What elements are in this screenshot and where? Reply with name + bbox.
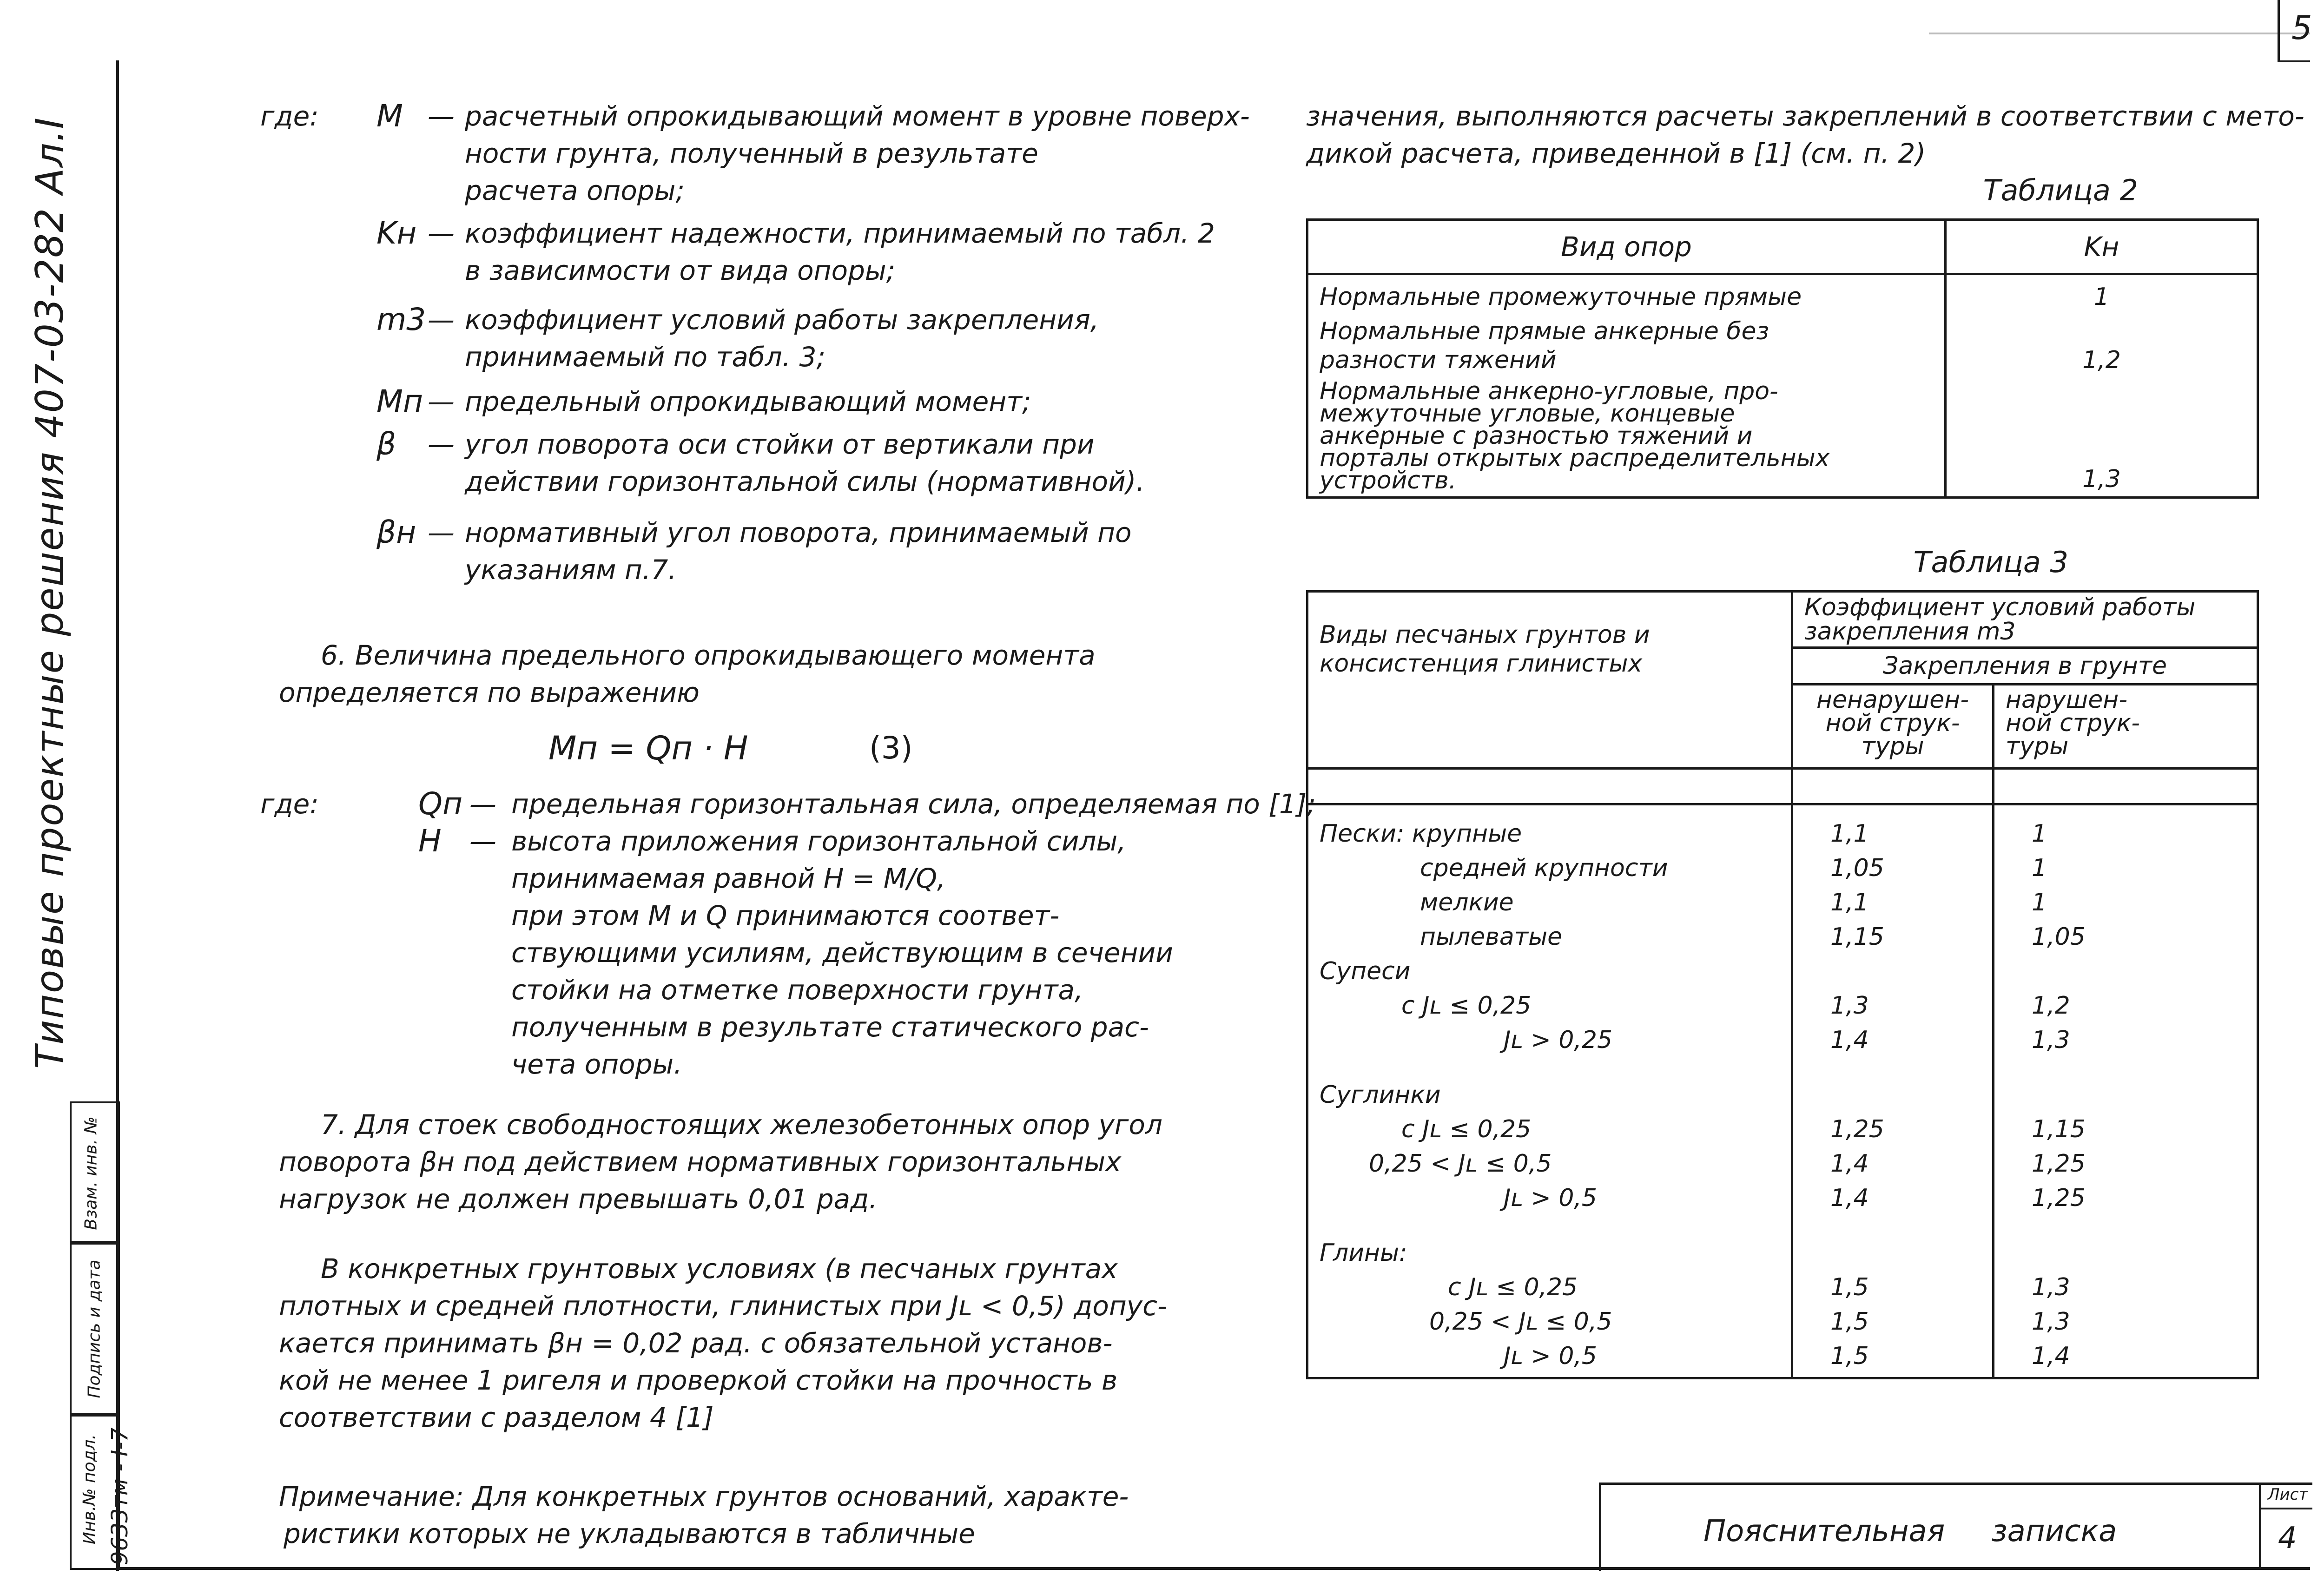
- t3-val-b: [1994, 954, 2258, 988]
- cell-line: разности тяжений: [1320, 346, 1557, 374]
- def-line: указаниям п.7.: [465, 554, 677, 586]
- sheet-label: Лист: [2268, 1485, 2308, 1504]
- table3-head-c1: [1792, 685, 1994, 769]
- table-row: [1307, 988, 2258, 1023]
- t3-val-b: 1,15: [1994, 1112, 2258, 1147]
- t3-val-b: 1: [1994, 804, 2258, 851]
- def-M: [367, 98, 1250, 209]
- cell-line: Нормальные прямые анкерные без: [1320, 317, 1769, 345]
- table-row: [1307, 274, 2258, 315]
- table-row: [1307, 804, 2258, 851]
- t3-val-a: 1,25: [1792, 1112, 1994, 1147]
- paragraph-7: [279, 1106, 1232, 1218]
- t3-val-b: 1,25: [1994, 1181, 2258, 1215]
- t3-val-b: 1,3: [1994, 1023, 2258, 1057]
- cont-line: дикой расчета, приведенной в [1] (см. п. 2): [1306, 138, 1926, 169]
- def-line: в зависимости от вида опоры;: [465, 255, 896, 286]
- paragraph-6: [279, 637, 1232, 711]
- t3-val-a: 1,5: [1792, 1270, 1994, 1305]
- formula-number: (3): [869, 730, 913, 766]
- frame-top-line: [1929, 33, 2310, 34]
- t3-val-b: 1,3: [1994, 1270, 2258, 1305]
- def-symbol: β: [376, 426, 396, 462]
- cell-line: ной струк-: [2006, 709, 2140, 737]
- table-row: [1307, 954, 2258, 988]
- cell-line: нарушен-: [2006, 686, 2127, 714]
- table-row: [1307, 1112, 2258, 1147]
- def-line: коэффициент надежности, принимаемый по табл. 2: [465, 217, 1215, 249]
- frame-corner-line: [2278, 0, 2280, 60]
- table3-caption: Таблица 3: [1913, 545, 2068, 579]
- where-label-2: где:: [260, 788, 319, 820]
- cell-line: Нормальные промежуточные прямые: [1320, 283, 1802, 311]
- table-3: [1306, 590, 2259, 1379]
- table-row: [1307, 1305, 2258, 1339]
- dash: —: [428, 217, 455, 249]
- para-line: В конкретных грунтовых условиях (в песчаных грунтах: [321, 1253, 1118, 1285]
- cell-line: Виды песчаных грунтов и: [1320, 621, 1650, 649]
- t3-val-a: [1792, 1057, 1994, 1112]
- def-symbol: βн: [376, 514, 416, 550]
- t3-val-a: [1792, 1215, 1994, 1270]
- stamp-signature-label: Подпись и дата: [85, 1259, 104, 1398]
- t3-val-a: 1,05: [1792, 851, 1994, 885]
- def-Kn: [367, 215, 1227, 289]
- table2-row-label: [1307, 377, 1946, 498]
- def-line: при этом M и Q принимаются соответ-: [511, 900, 1060, 931]
- para-line: нагрузок не должен превышать 0,01 рад.: [279, 1183, 878, 1215]
- dash: —: [428, 428, 455, 460]
- t3-val-a: 1,4: [1792, 1023, 1994, 1057]
- dash: —: [469, 788, 496, 820]
- def-symbol: H: [418, 823, 442, 859]
- t3-val-a: 1,15: [1792, 920, 1994, 954]
- title-block-sheet: [2259, 1483, 2312, 1568]
- spacer-cell: [1994, 769, 2258, 804]
- cell-line: порталы открытых распределительных: [1320, 444, 1830, 472]
- dash: —: [428, 386, 455, 417]
- def-H: [418, 823, 1232, 1083]
- definitions-block-2: [418, 785, 1316, 1083]
- paragraph-8: [279, 1250, 1232, 1436]
- t3-val-a: 1,5: [1792, 1339, 1994, 1378]
- stamp-replace-label: Взам. инв. №: [81, 1116, 101, 1230]
- para-line: определяется по выражению: [279, 677, 700, 708]
- t3-val-a: 1,1: [1792, 804, 1994, 851]
- t3-val-a: [1792, 954, 1994, 988]
- sheet-number: 4: [2278, 1521, 2297, 1555]
- table2-row-value: 1,3: [1946, 377, 2258, 498]
- definitions-block-1: [367, 98, 1250, 588]
- cell-line: Коэффициент условий работы: [1804, 593, 2196, 621]
- table2-row-label: [1307, 274, 1946, 315]
- sheet-divider: [2261, 1508, 2312, 1509]
- frame-corner-line-2: [2278, 60, 2310, 62]
- where-label-1: где:: [260, 100, 319, 132]
- title-block: [1599, 1483, 2312, 1571]
- para-line: плотных и средней плотности, глинистых при Jʟ < 0,5) допус-: [279, 1290, 1167, 1322]
- table-row: [1307, 1270, 2258, 1305]
- def-beta: [367, 426, 1227, 500]
- t3-label: 0,25 < Jʟ ≤ 0,5: [1307, 1147, 1792, 1181]
- def-symbol: Qп: [418, 786, 463, 822]
- cell-line: Нормальные анкерно-угловые, про-: [1320, 377, 1778, 405]
- cell-line: ненарушен-: [1816, 686, 1969, 714]
- table-row: [1307, 851, 2258, 885]
- t3-label: Jʟ > 0,25: [1307, 1023, 1792, 1057]
- table2-caption: Таблица 2: [1983, 173, 2138, 207]
- t3-label: Глины:: [1307, 1215, 1792, 1270]
- def-line: расчета опоры;: [465, 175, 685, 206]
- t3-val-a: 1,3: [1792, 988, 1994, 1023]
- def-line: высота приложения горизонтальной силы,: [511, 825, 1126, 857]
- t3-val-b: 1,05: [1994, 920, 2258, 954]
- cell-line: консистенция глинистых: [1320, 650, 1643, 678]
- note-line: ристики которых не укладываются в табличные: [284, 1518, 975, 1549]
- t3-label: с Jʟ ≤ 0,25: [1307, 1270, 1792, 1305]
- stamp-inventory-value-cell: [93, 1413, 139, 1566]
- def-symbol: M: [376, 98, 403, 134]
- cell-line: закрепления m3: [1804, 618, 2016, 646]
- table-row: [1307, 920, 2258, 954]
- def-line: предельный опрокидывающий момент;: [465, 386, 1031, 417]
- table3-head-mid: Закрепления в грунте: [1792, 648, 2258, 685]
- table3-head-top: [1792, 592, 2258, 648]
- def-line: предельная горизонтальная сила, определяемая по [1];: [511, 788, 1316, 820]
- table2-head-kn: Kн: [1946, 220, 2258, 274]
- def-symbol: m3: [376, 302, 426, 337]
- t3-val-b: 1,4: [1994, 1339, 2258, 1378]
- def-line: стойки на отметке поверхности грунта,: [511, 974, 1083, 1006]
- para-line: 7. Для стоек свободностоящих железобетонных опор угол: [321, 1109, 1162, 1140]
- table-row: [1307, 1339, 2258, 1378]
- t3-label: с Jʟ ≤ 0,25: [1307, 988, 1792, 1023]
- formula: Mп = Qп · H: [548, 729, 748, 767]
- table2-row-label: [1307, 314, 1946, 377]
- table-2: [1306, 218, 2259, 499]
- def-line: полученным в результате статического рас-: [511, 1011, 1149, 1043]
- table-row: [1307, 1181, 2258, 1215]
- def-Mn: [367, 383, 1227, 420]
- table3-head-left: [1307, 592, 1792, 769]
- cell-line: ной струк-: [1825, 709, 1960, 737]
- t3-val-b: 1: [1994, 885, 2258, 920]
- def-line: действии горизонтальной силы (нормативной).: [465, 466, 1145, 497]
- para-line: кой не менее 1 ригеля и проверкой стойки на прочность в: [279, 1364, 1118, 1396]
- def-line: ствующими усилиям, действующим в сечении: [511, 937, 1173, 969]
- def-beta-n: [367, 514, 1227, 588]
- table-row: [1307, 1023, 2258, 1057]
- para-line: поворота βн под действием нормативных горизонтальных: [279, 1146, 1122, 1178]
- cell-line: анкерные с разностью тяжений и: [1320, 422, 1753, 450]
- table3-header-row-1: [1307, 592, 2258, 648]
- cell-line: межуточные угловые, концевые: [1320, 400, 1735, 428]
- def-line: нормативный угол поворота, принимаемый по: [465, 517, 1132, 548]
- table2-header: [1307, 220, 2258, 274]
- def-m3: [367, 301, 1227, 376]
- stamp-signature: [70, 1241, 120, 1417]
- table-row: [1307, 377, 2258, 498]
- def-symbol: Mп: [376, 383, 423, 419]
- t3-val-a: 1,4: [1792, 1181, 1994, 1215]
- t3-label: 0,25 < Jʟ ≤ 0,5: [1307, 1305, 1792, 1339]
- para-line: соответствии с разделом 4 [1]: [279, 1402, 714, 1433]
- table2-row-value: 1,2: [1946, 314, 2258, 377]
- t3-val-b: 1,25: [1994, 1147, 2258, 1181]
- t3-label: Jʟ > 0,5: [1307, 1339, 1792, 1378]
- t3-label: Супеси: [1307, 954, 1792, 988]
- table3-spacer-row: [1307, 769, 2258, 804]
- t3-val-a: 1,1: [1792, 885, 1994, 920]
- def-symbol: Kн: [376, 215, 417, 251]
- note: [279, 1478, 1232, 1552]
- para-line: кается принимать βн = 0,02 рад. с обязательной установ-: [279, 1327, 1113, 1359]
- dash: —: [469, 825, 496, 857]
- cell-line: устройств.: [1320, 467, 1457, 494]
- t3-label: пылеватые: [1307, 920, 1792, 954]
- table-row: [1307, 1057, 2258, 1112]
- def-line: угол поворота оси стойки от вертикали при: [465, 428, 1095, 460]
- dash: —: [428, 517, 455, 548]
- dash: —: [428, 100, 455, 132]
- dash: —: [428, 304, 455, 336]
- def-Qn: [418, 785, 1316, 823]
- table2-row-value: 1: [1946, 274, 2258, 315]
- table-row: [1307, 885, 2258, 920]
- cont-line: значения, выполняются расчеты закреплений в соответствии с мето-: [1306, 100, 2304, 132]
- stamp-inventory-label: Инв.№ подл.: [79, 1434, 99, 1544]
- table-row: [1307, 1147, 2258, 1181]
- def-line: ности грунта, полученный в результате: [465, 138, 1038, 169]
- t3-label: мелкие: [1307, 885, 1792, 920]
- t3-val-b: [1994, 1057, 2258, 1112]
- page-corner-number: 5: [2291, 9, 2312, 47]
- stamp-inventory-value: 9633тм - I-7: [107, 1427, 133, 1566]
- def-line: расчетный опрокидывающий момент в уровне поверх-: [465, 100, 1250, 132]
- def-line: принимаемая равной H = M/Q,: [511, 863, 946, 894]
- def-line: принимаемый по табл. 3;: [465, 341, 826, 373]
- table-row: [1307, 314, 2258, 377]
- t3-val-b: 1: [1994, 851, 2258, 885]
- side-title: Типовые проектные решения 407-03-282 Ал.I: [28, 117, 72, 1069]
- right-continuation: [1306, 98, 2305, 172]
- t3-label: Суглинки: [1307, 1057, 1792, 1112]
- cell-line: туры: [2006, 732, 2069, 760]
- t3-val-b: 1,2: [1994, 988, 2258, 1023]
- stamp-replace: [70, 1101, 120, 1245]
- t3-label: средней крупности: [1307, 851, 1792, 885]
- table2-head-type: Вид опор: [1307, 220, 1946, 274]
- t3-label: Пески: крупные: [1307, 804, 1792, 851]
- t3-val-a: 1,4: [1792, 1147, 1994, 1181]
- table3-head-c2: [1994, 685, 2258, 769]
- table-row: [1307, 1215, 2258, 1270]
- title-block-title: Пояснительная записка: [1703, 1514, 2117, 1548]
- para-line: 6. Величина предельного опрокидывающего момента: [321, 639, 1096, 671]
- def-line: чета опоры.: [511, 1048, 682, 1080]
- t3-val-b: 1,3: [1994, 1305, 2258, 1339]
- note-line: Примечание: Для конкретных грунтов оснований, характе-: [279, 1481, 1129, 1512]
- t3-label: Jʟ > 0,5: [1307, 1181, 1792, 1215]
- t3-val-b: [1994, 1215, 2258, 1270]
- t3-val-a: 1,5: [1792, 1305, 1994, 1339]
- spacer-cell: [1792, 769, 1994, 804]
- spacer-cell: [1307, 769, 1792, 804]
- cell-line: туры: [1861, 732, 1924, 760]
- t3-label: с Jʟ ≤ 0,25: [1307, 1112, 1792, 1147]
- def-line: коэффициент условий работы закрепления,: [465, 304, 1099, 336]
